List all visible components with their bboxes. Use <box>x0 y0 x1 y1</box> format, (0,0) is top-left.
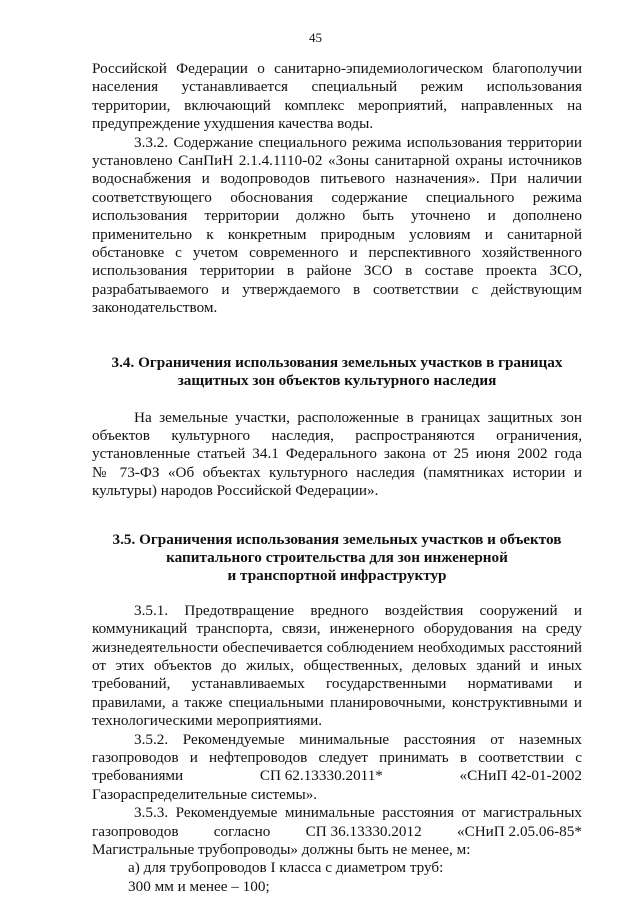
text-line: правилами, а также специальными планировочными, конструктивными и <box>92 693 582 711</box>
page-content <box>92 60 582 896</box>
text-line: населения устанавливается специальный режим использования <box>92 78 582 96</box>
intro-paragraph <box>92 60 582 134</box>
paragraph-3-5-3 <box>92 804 582 896</box>
paragraph-3-5-1 <box>92 602 582 731</box>
text-segment: газопроводов <box>92 822 179 840</box>
text-line: требований, устанавливаемых государственными нормативами и <box>92 675 582 693</box>
heading-line: капитального строительства для зон инженерной <box>166 548 508 566</box>
text-line: На земельные участки, расположенные в границах защитных зон <box>134 408 582 426</box>
text-line: разрабатываемого и утверждаемого в соответствии с действующим <box>92 280 582 298</box>
text-line: жизнедеятельности обеспечивается соблюдением необходимых расстояний <box>92 638 582 656</box>
text-line: соответствующего обоснования содержание специального режима <box>92 188 582 206</box>
text-line: от этих объектов до жилых, общественных, деловых зданий и иных <box>92 656 582 674</box>
list-item: 300 мм и менее – 100; <box>128 877 270 895</box>
text-line: территории, включающий комплекс мероприятий, направленных на <box>92 96 582 114</box>
text-line: коммуникаций транспорта, связи, инженерного оборудования на среду <box>92 620 582 638</box>
text-line: технологическими мероприятиями. <box>92 712 323 730</box>
list-item: а) для трубопроводов I класса с диаметром труб: <box>128 859 444 877</box>
text-line: применительно к конкретным природным условиям и санитарной <box>92 225 582 243</box>
text-segment: СП 36.13330.2012 <box>305 822 422 840</box>
text-line: 3.5.1. Предотвращение вредного воздействия сооружений и <box>134 601 582 619</box>
paragraph-3-4 <box>92 409 582 501</box>
text-segment: «СНиП 42-01-2002 <box>459 767 582 785</box>
heading-line: защитных зон объектов культурного наследия <box>177 372 497 390</box>
text-line: обстановке с учетом современного и перспективного хозяйственного <box>92 244 582 262</box>
text-segment: требованиями <box>92 767 184 785</box>
text-line: использования территории должно быть уточнено и дополнено <box>92 207 582 225</box>
text-line: 3.5.3. Рекомендуемые минимальные расстояния от магистральных <box>134 804 582 822</box>
paragraph-3-5-2 <box>92 731 582 805</box>
text-line: водоснабжения и водопроводов питьевого назначения». При наличии <box>92 170 582 188</box>
text-line: установленные статьей 34.1 Федерального закона от 25 июня 2002 года <box>92 445 582 463</box>
heading-line: 3.5. Ограничения использования земельных участков и объектов <box>112 530 562 548</box>
text-line: № 73-ФЗ «Об объектах культурного наследия (памятниках истории и <box>92 463 582 481</box>
paragraph-3-3-2 <box>92 134 582 318</box>
text-line: установлено СанПиН 2.1.4.1110-02 «Зоны санитарной охраны источников <box>92 152 582 170</box>
text-segment: согласно <box>213 822 271 840</box>
text-line: предупреждение ухудшения качества воды. <box>92 115 374 133</box>
text-line: 3.3.2. Содержание специального режима использования территории <box>134 133 582 151</box>
text-line: объектов культурного наследия, распространяются ограничения, <box>92 426 582 444</box>
text-segment: «СНиП 2.05.06-85* <box>456 822 582 840</box>
text-line: культуры) народов Российской Федерации». <box>92 482 379 500</box>
text-line: Магистральные трубопроводы» должны быть не менее, м: <box>92 841 471 859</box>
text-line: использования территории в районе ЗСО в составе проекта ЗСО, <box>92 262 582 280</box>
heading-line: и транспортной инфраструктур <box>227 567 447 585</box>
text-line: Газораспределительные системы». <box>92 785 318 803</box>
text-line: Российской Федерации о санитарно-эпидемиологическом благополучии <box>92 60 582 77</box>
section-heading-3-5 <box>92 531 582 586</box>
text-segment: СП 62.13330.2011* <box>259 767 383 785</box>
section-heading-3-4 <box>92 354 582 391</box>
text-line: законодательством. <box>92 299 218 317</box>
text-line <box>92 823 582 841</box>
text-line <box>92 767 582 785</box>
text-line: 3.5.2. Рекомендуемые минимальные расстояния от наземных <box>134 730 582 748</box>
page-number: 45 <box>309 30 322 45</box>
heading-line: 3.4. Ограничения использования земельных участков в границах <box>111 353 563 371</box>
text-line: газопроводов и нефтепроводов следует принимать в соответствии с <box>92 749 582 766</box>
